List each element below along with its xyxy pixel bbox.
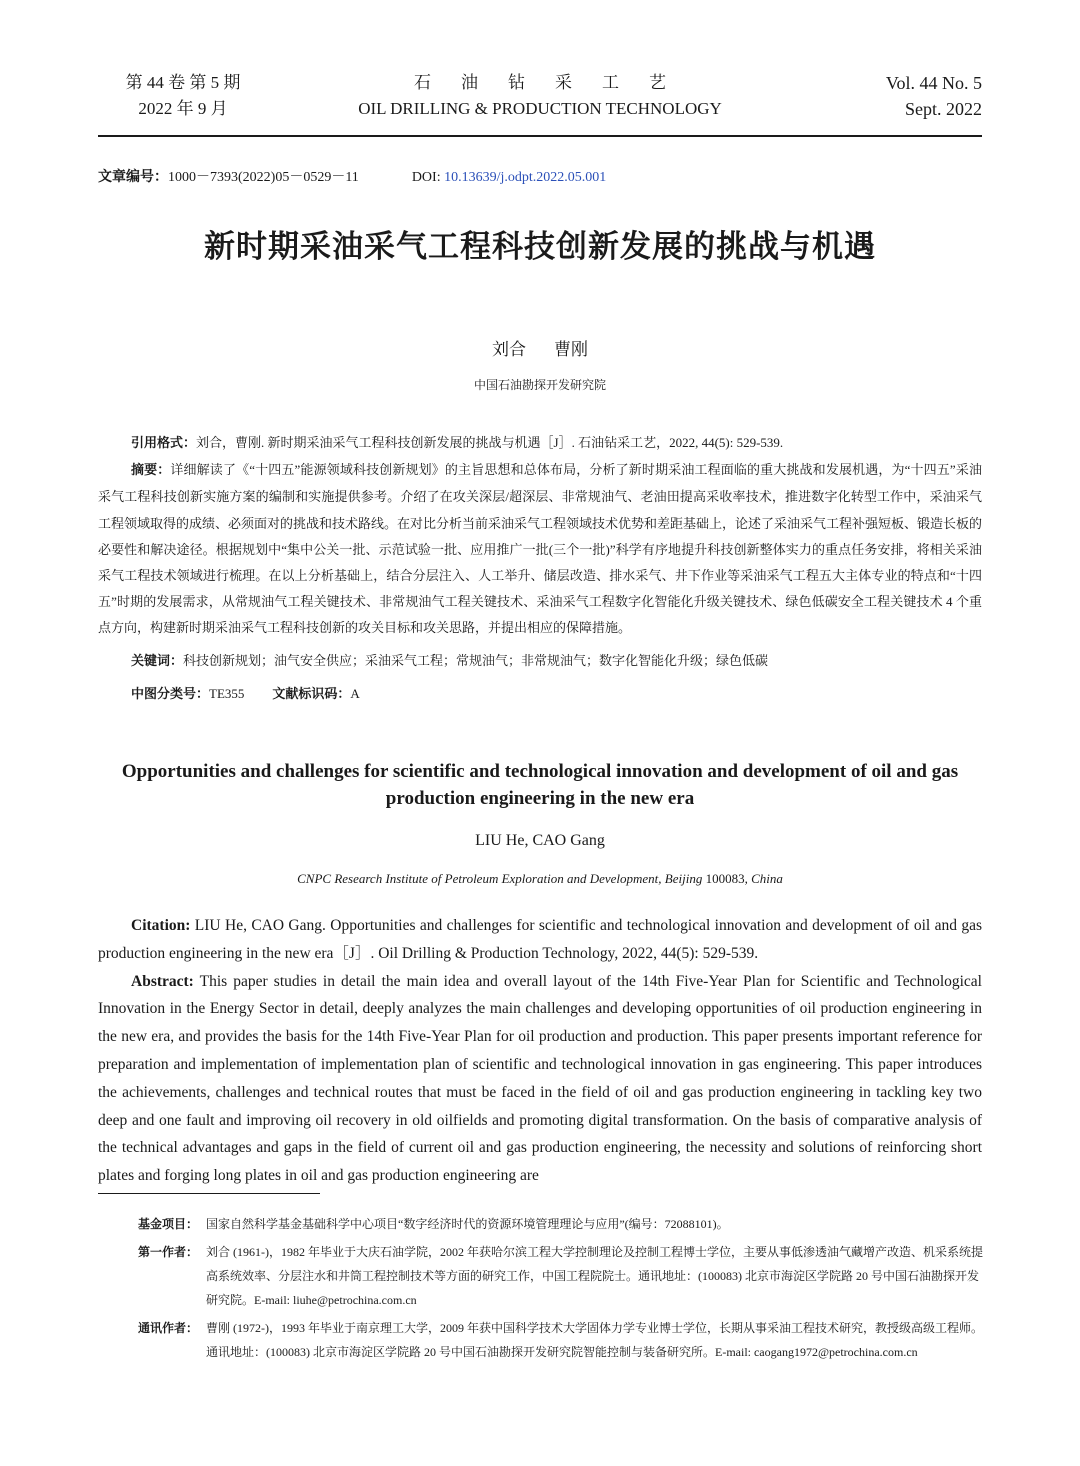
keywords-cn-label: 关键词： [131,653,184,669]
affiliation-en-postcode: 100083 [705,871,745,886]
volume-issue-en [782,70,982,122]
issue-date-en-line: Sept. 2022 [904,99,982,119]
running-header [98,70,982,122]
footnote-corresponding-author-label: 通讯作者： [138,1321,199,1335]
clc-label: 中图分类号： [131,686,210,702]
affiliation-en-prefix: CNPC Research Institute of Petroleum Exploration and Development, Beijing [297,871,706,886]
footnote-funding-text: 国家自然科学基金基础科学中心项目“数字经济时代的资源环境管理理论与应用”(编号：72088101)。 [206,1217,729,1231]
abstract-cn [98,457,982,641]
abstract-cn-label: 摘要： [131,463,171,479]
footnote-first-author-text: 刘合 (1961-)，1982 年毕业于大庆石油学院，2002 年获哈尔滨工程大学控制理论及控制工程博士学位，主要从事低渗透油气藏增产改造、机采系统提高系统效率、分层注水和井筒工程控制技术等方面的研究工作，中国工程院院士。通讯地址：(100083) 北京市海淀区学院路 20 号中国石油勘探开发研究院。E-mail: liuhe@petrochina.com.cn [206,1245,983,1307]
footnote-funding-label: 基金项目： [138,1217,199,1231]
keywords-cn [98,648,982,675]
journal-name [298,70,782,122]
author-cn-2: 曹刚 [554,340,588,359]
article-number-label: 文章编号： [98,169,168,185]
clc-value: TE355 [209,685,245,701]
citation-en [98,912,982,968]
keywords-cn-text: 科技创新规划；油气安全供应；采油采气工程；常规油气；非常规油气；数字化智能化升级；绿色低碳 [183,653,769,669]
journal-name-en: OIL DRILLING & PRODUCTION TECHNOLOGY [358,99,722,118]
volume-issue-en-line: Vol. 44 No. 5 [885,73,982,93]
footnote-corresponding-author-text: 曹刚 (1972-)，1993 年毕业于南京理工大学，2009 年获中国科学技术大学固体力学专业博士学位，长期从事采油工程技术研究，教授级高级工程师。通讯地址：(100083) 北京市海淀区学院路 20 号中国石油勘探开发研究院智能控制与装备研究所。E-mail: caogang1972@petrochina.com.cn [206,1321,983,1359]
citation-cn-text: 刘合，曹刚. 新时期采油采气工程科技创新发展的挑战与机遇［J］. 石油钻采工艺，2022, 44(5): 529-539. [196,435,784,450]
doc-code-label: 文献标识码： [272,686,351,702]
footnotes [138,1212,988,1368]
english-front-matter [98,912,982,1190]
citation-cn [98,430,982,457]
page-title-cn: 新时期采油采气工程科技创新发展的挑战与机遇 [204,229,876,265]
authors-cn [98,336,982,364]
affiliation-cn: 中国石油勘探开发研究院 [473,378,606,392]
affiliation-en [98,868,982,890]
abstract-en-text: This paper studies in detail the main idea and overall layout of the 14th Five-Year Plan for Scientific and Technological Innovation in the Energy Sector in detail, deeply analyzes the main challenges and developing opportunities of oil production engineering in the new era, and provides the basis for the 14th Five-Year Plan for oil production and production. This paper presents important reference for preparation and implementation of implementation plan of scientific and technological innovation in gas engineering. This paper introduces the achievements, challenges and technical routes that must be faced in the field of oil and gas production engineering in tackling key two deep and one fault and improving oil recovery in old oilfields and promoting digital transformation. On the basis of comparative analysis of the technical advantages and gaps in the field of current oil and gas production engineering, the necessity and solutions of reinforcing short plates and forging long plates in oil and gas production engineering are [98,972,982,1185]
article-number: 1000－7393(2022)05－0529－11 [168,170,359,185]
abstract-en-label: Abstract: [131,972,194,990]
doi-label: DOI: [411,170,445,185]
citation-cn-label: 引用格式： [131,436,197,451]
citation-en-text: LIU He, CAO Gang. Opportunities and challenges for scientific and technological innovation and development of oil and gas production engineering in the new era［J］. Oil Drilling & Production Technology, 2022, 44(5): 529-539. [98,917,982,962]
doc-code-value: A [350,685,360,701]
journal-name-cn: 石油钻采工艺 [414,73,696,92]
footnote-corresponding-author [138,1316,988,1364]
article-id-line [98,166,606,189]
chinese-front-matter [98,430,982,708]
doi-link[interactable]: 10.13639/j.odpt.2022.05.001 [444,170,607,185]
volume-issue [98,70,268,122]
issue-date-line: 2022 年 9 月 [138,99,228,118]
abstract-en [98,968,982,1190]
footnote-first-author-label: 第一作者： [138,1245,199,1259]
page-title-en: Opportunities and challenges for scientific and technological innovation and development of oil and gas production engineering in the new era [121,761,959,809]
classification [98,681,982,708]
volume-issue-line: 第 44 卷 第 5 期 [125,73,241,92]
footnote-rule [98,1193,320,1194]
footnote-funding [138,1212,988,1236]
affiliation-en-suffix: , China [744,871,783,886]
footnote-first-author [138,1240,988,1312]
abstract-cn-text: 详细解读了《“十四五”能源领域科技创新规划》的主旨思想和总体布局，分析了新时期采油工程面临的重大挑战和发展机遇，为“十四五”采油采气工程科技创新实施方案的编制和实施提供参考。介绍了在攻关深层/超深层、非常规油气、老油田提高采收率技术，推进数字化转型工作中，采油采气工程领域取得的成绩、必须面对的挑战和技术路线。在对比分析当前采油采气工程领域技术优势和差距基础上，论述了采油采气工程补强短板、锻造长板的必要性和解决途径。根据规划中“集中公关一批、示范试验一批、应用推广一批(三个一批)”科学有序地提升科技创新整体实力的重点任务安排，将相关采油采气工程技术领域进行梳理。在以上分析基础上，结合分层注入、人工举升、储层改造、排水采气、井下作业等采油采气工程五大主体专业的特点和“十四五”时期的发展需求，从常规油气工程关键技术、非常规油气工程关键技术、采油采气工程数字化智能化升级关键技术、绿色低碳安全工程关键技术 4 个重点方向，构建新时期采油采气工程科技创新的攻关目标和攻关思路，并提出相应的保障措施。 [98,462,983,636]
author-cn-1: 刘合 [492,340,526,359]
header-rule [98,135,982,137]
citation-en-label: Citation: [131,917,191,934]
authors-en: LIU He, CAO Gang [475,832,605,849]
